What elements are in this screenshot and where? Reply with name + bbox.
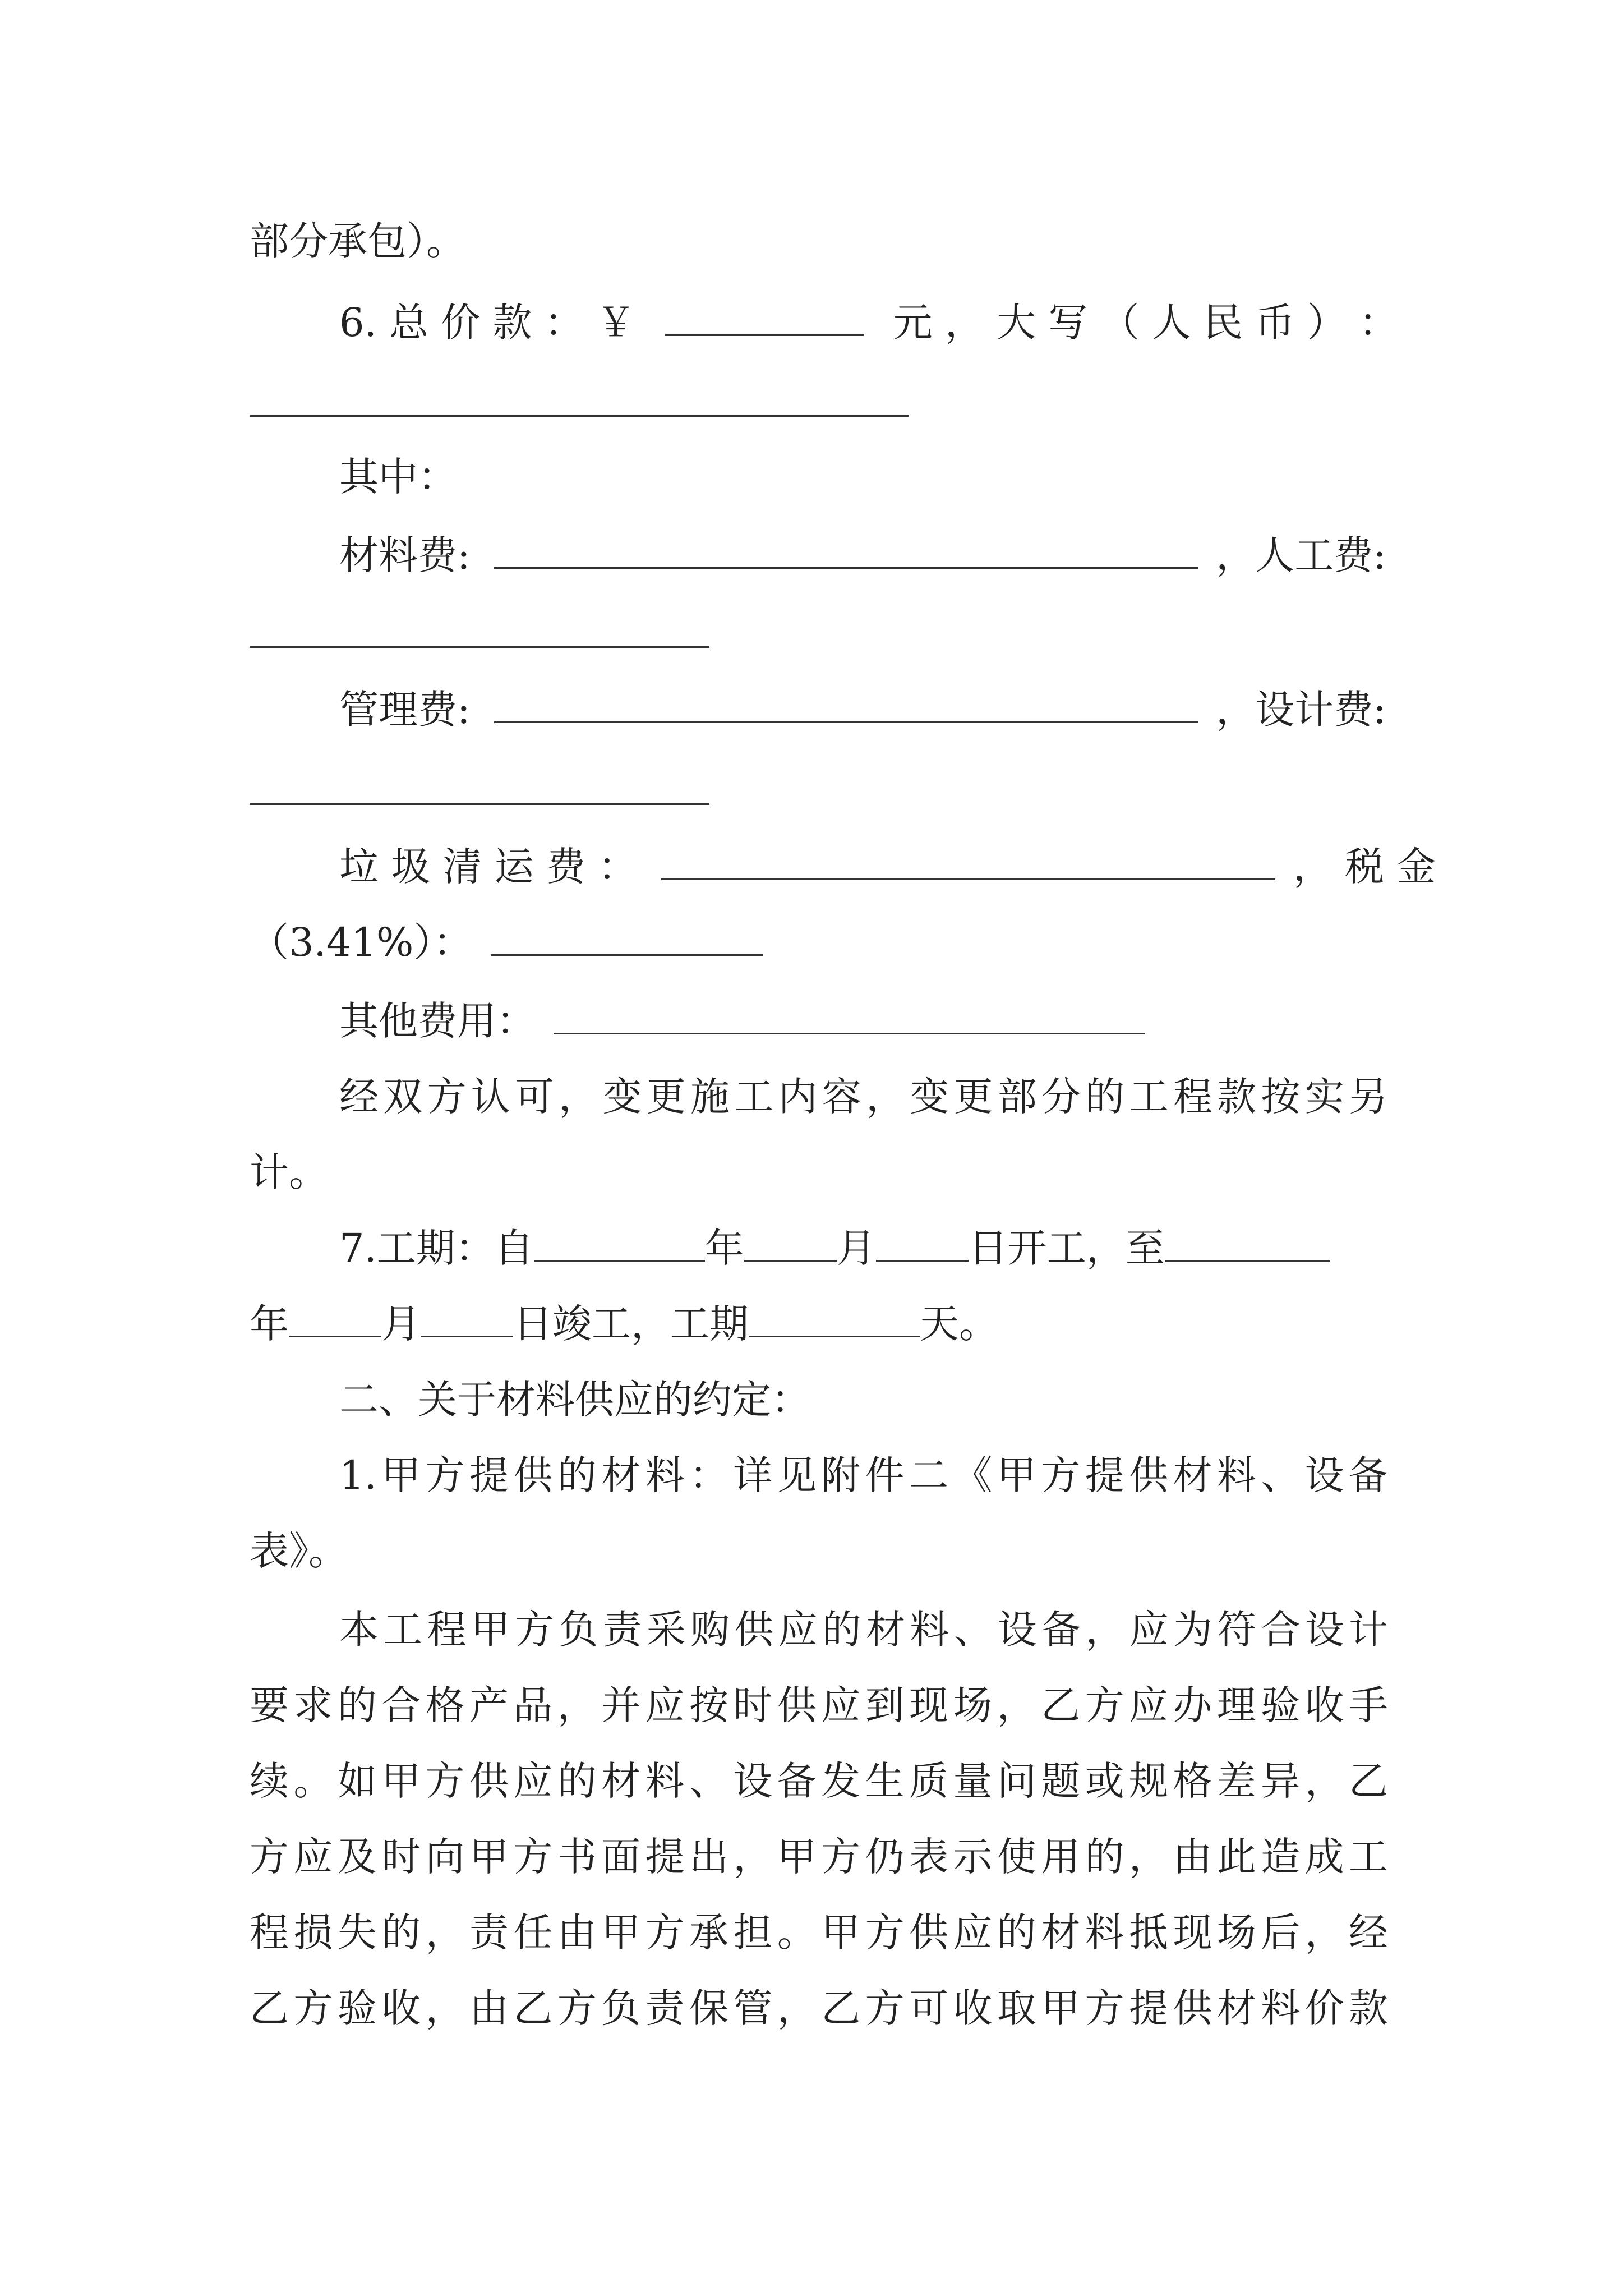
other-fee-label: 其他费用： bbox=[339, 998, 536, 1044]
text-line: 本工程甲方负责采购供应的材料、设备，应为符合设计 bbox=[339, 1607, 1388, 1653]
management-fee-line bbox=[339, 679, 1388, 740]
material-fee-line bbox=[339, 524, 1388, 586]
text-line: 表》。 bbox=[250, 1528, 348, 1574]
duration-days-blank[interactable] bbox=[749, 1328, 920, 1337]
start-end-label: 日开工，至 bbox=[968, 1225, 1165, 1271]
month-label: 月 bbox=[381, 1301, 421, 1347]
start-day-blank[interactable] bbox=[876, 1252, 969, 1262]
start-month-blank[interactable] bbox=[744, 1252, 837, 1262]
end-day-blank[interactable] bbox=[421, 1328, 513, 1337]
text-line: 要求的合格产品，并应按时供应到现场，乙方应办理验收手 bbox=[250, 1682, 1388, 1728]
text-line: 部分承包）。 bbox=[250, 218, 465, 264]
duration-label: 日竣工，工期 bbox=[513, 1301, 749, 1347]
tax-label: ， 税 金 bbox=[1293, 844, 1436, 890]
garbage-fee-line bbox=[339, 836, 1436, 898]
schedule-start-label: 7.工期：自 bbox=[339, 1225, 534, 1271]
year-label: 年 bbox=[250, 1301, 289, 1347]
other-fee-blank[interactable] bbox=[554, 1025, 1145, 1034]
text-line: 经双方认可，变更施工内容，变更部分的工程款按实另 bbox=[339, 1074, 1388, 1120]
schedule-start-line bbox=[339, 1217, 1388, 1279]
text-line: 方应及时向甲方书面提出，甲方仍表示使用的，由此造成工 bbox=[250, 1834, 1388, 1880]
other-fee-line bbox=[339, 990, 1388, 1052]
capital-amount-blank[interactable] bbox=[250, 415, 909, 417]
text-line: 乙方验收，由乙方负责保管，乙方可收取甲方提供材料价款 bbox=[250, 1985, 1388, 2031]
start-year-blank[interactable] bbox=[534, 1252, 705, 1262]
text-line: 续。如甲方供应的材料、设备发生质量问题或规格差异，乙 bbox=[250, 1758, 1388, 1804]
labor-fee-label: ，人工费: bbox=[1216, 532, 1386, 578]
capital-amount-label: 元 ， 大 写 （ 人 民 币 ） ： bbox=[893, 300, 1398, 346]
tax-rate-label: （3.41%）： bbox=[250, 919, 473, 965]
tax-rate-line bbox=[250, 912, 1388, 973]
total-price-label: 6. 总 价 款 ： ￥ bbox=[339, 300, 636, 346]
material-fee-label: 材料费: bbox=[339, 532, 471, 578]
end-month-blank[interactable] bbox=[289, 1328, 381, 1337]
design-fee-blank[interactable] bbox=[250, 803, 709, 805]
garbage-fee-label: 垃 圾 清 运 费 ： bbox=[339, 844, 638, 890]
total-price-blank[interactable] bbox=[665, 326, 864, 336]
management-fee-label: 管理费: bbox=[339, 687, 471, 733]
material-fee-blank[interactable] bbox=[494, 559, 1198, 569]
text-line: 其中： bbox=[339, 454, 457, 500]
schedule-end-line bbox=[250, 1293, 1388, 1355]
total-price-line bbox=[339, 292, 1398, 353]
year-label: 年 bbox=[704, 1225, 744, 1271]
text-line: 计。 bbox=[250, 1149, 328, 1195]
days-label: 天。 bbox=[920, 1301, 998, 1347]
section-heading: 二、关于材料供应的约定： bbox=[339, 1377, 810, 1423]
management-fee-blank[interactable] bbox=[494, 714, 1198, 723]
end-year-blank[interactable] bbox=[1165, 1252, 1330, 1262]
text-line: 1.甲方提供的材料：详见附件二《甲方提供材料、设备 bbox=[339, 1452, 1388, 1498]
tax-blank[interactable] bbox=[491, 946, 763, 956]
design-fee-label: ，设计费: bbox=[1216, 687, 1386, 733]
text-line: 程损失的，责任由甲方承担。甲方供应的材料抵现场后，经 bbox=[250, 1910, 1388, 1955]
labor-fee-blank[interactable] bbox=[250, 646, 709, 648]
garbage-fee-blank[interactable] bbox=[661, 871, 1275, 880]
month-label: 月 bbox=[836, 1225, 876, 1271]
